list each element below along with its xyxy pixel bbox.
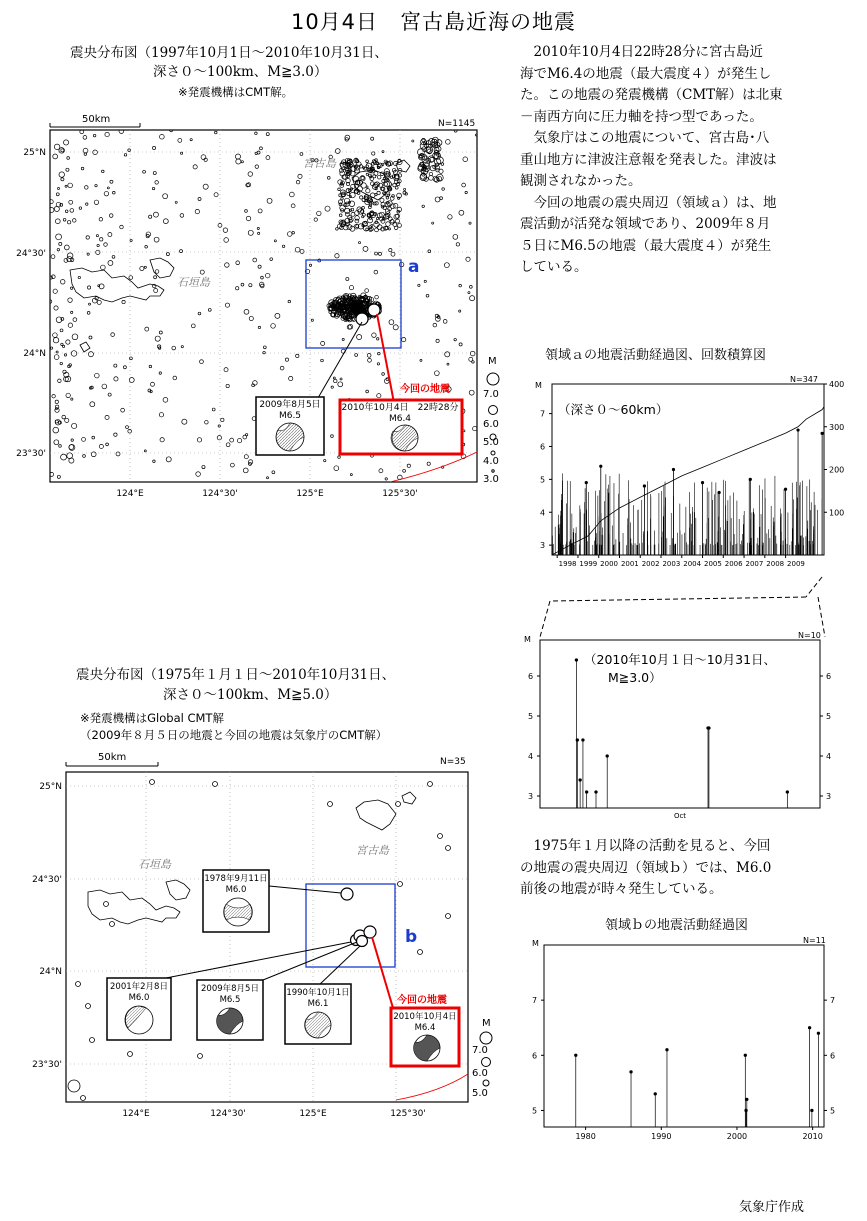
credit: 気象庁作成 xyxy=(739,1200,805,1215)
chart-b-event-point[interactable] xyxy=(811,1109,814,1112)
chart-b-ytick-label-right: 7 xyxy=(830,996,836,1006)
map1-mag-7: 7.0 xyxy=(483,389,499,400)
map1-mech-2009-beachball xyxy=(276,423,304,451)
chart-a-y2tick-label: 200 xyxy=(829,465,845,475)
map2-scale-label: 50km xyxy=(98,752,127,763)
chart-a-ytick-label: 5 xyxy=(540,475,546,485)
chart-b-ytick-label-right: 6 xyxy=(830,1051,836,1061)
chart-a-event-point[interactable] xyxy=(599,465,602,468)
map2-mag-legend-title: M xyxy=(482,1018,491,1029)
map1-epicenter-2010[interactable] xyxy=(368,304,380,316)
chart-a-event-point[interactable] xyxy=(718,491,721,494)
chart-a2-count: N=10 xyxy=(798,632,821,640)
chart-a-annotation: （深さ０～60km） xyxy=(558,402,669,417)
chart-a-xtick-label: 2002 xyxy=(641,560,660,568)
map1-epicenter-2009[interactable] xyxy=(356,313,368,325)
chart-b-event-point[interactable] xyxy=(666,1048,669,1051)
chart-a-event-point[interactable] xyxy=(749,478,752,481)
p3-line2: 震活動が活発な領域であり、2009年８月 xyxy=(520,216,771,232)
chart-a-xtick-label: 2003 xyxy=(662,560,681,568)
chart-a-ytick-label: 4 xyxy=(540,508,546,518)
map2-lon-125: 125°E xyxy=(299,1109,327,1119)
chart-a2-ylabel: M xyxy=(524,635,531,644)
chart-a[interactable] xyxy=(520,372,860,578)
chart-a-y2tick-label: 400 xyxy=(829,380,845,389)
map1-scale-label: 50km xyxy=(82,114,111,125)
p4-line2: の地震の震央周辺（領域ｂ）では、M6.0 xyxy=(520,859,772,876)
map2-mech-2009-beachball xyxy=(217,1008,243,1034)
map2-note-line1: ※発震機構はGlobal CMT解 xyxy=(80,711,224,725)
chart-b-ytick-label: 5 xyxy=(532,1106,538,1116)
chart-a-ytick-label: 3 xyxy=(540,541,546,551)
chart-a-xtick-label: 2008 xyxy=(766,560,785,568)
map2-mech-2009-mag: M6.5 xyxy=(219,995,241,1005)
p3-line4: している。 xyxy=(520,259,588,275)
p1-line4: －南西方向に圧力軸を持つ型であった。 xyxy=(520,108,763,125)
chart-a-event-point[interactable] xyxy=(821,432,824,435)
chart-a-y2tick-label: 300 xyxy=(829,422,845,432)
chart-a2-ytick-label: 4 xyxy=(528,752,534,761)
map2-epicenter-1990[interactable] xyxy=(357,936,368,947)
map1-count: N=1145 xyxy=(438,119,476,129)
map2-island-miyako: 宮古島 xyxy=(356,844,389,857)
chart-a2-ytick-label: 3 xyxy=(528,792,534,801)
map2-mech-1978-mag: M6.0 xyxy=(225,885,247,895)
chart-a-event-point[interactable] xyxy=(797,429,800,432)
map2-epicenter-2010[interactable] xyxy=(364,926,376,938)
map1-region-a-label: a xyxy=(408,257,420,277)
chart-a-caption: 領域ａの地震活動経過図、回数積算図 xyxy=(545,348,767,363)
chart-a2-event-point[interactable] xyxy=(606,755,609,758)
chart-a-event-point[interactable] xyxy=(672,468,675,471)
map2-epicenter-map[interactable] xyxy=(0,744,510,1134)
map1-lon-124: 124°E xyxy=(116,489,144,499)
chart-a-xtick-label: 2006 xyxy=(724,560,743,568)
chart-a-event-point[interactable] xyxy=(643,485,646,488)
map2-mech-1978-date: 1978年9月11日 xyxy=(204,874,268,884)
chart-a-xtick-label: 2001 xyxy=(620,560,639,568)
p4-line1: 1975年１月以降の活動を見ると、今回 xyxy=(520,838,771,854)
chart-a2-annotation-2: M≧3.0） xyxy=(608,670,662,685)
map2-mag-6: 6.0 xyxy=(472,1068,488,1079)
map2-note-line2: （2009年８月５日の地震と今回の地震は気象庁のCMT解） xyxy=(80,728,388,742)
description-paragraph-1 xyxy=(520,42,783,279)
map2-mech-1990-mag: M6.1 xyxy=(307,999,329,1009)
map1-mech-2010-mag: M6.4 xyxy=(388,414,412,424)
chart-a-ytick-label: 7 xyxy=(540,409,546,419)
p2-line2: 重山地方に津波注意報を発表した。津波は xyxy=(520,151,777,168)
map1-note: ※発震機構はCMT解。 xyxy=(178,85,294,99)
p2-line1: 気象庁はこの地震について、宮古島･八 xyxy=(520,130,770,146)
map1-mag-5: 5.0 xyxy=(483,437,499,448)
map2-lat-25: 25°N xyxy=(39,782,62,792)
chart-b-xtick-label: 2010 xyxy=(802,1132,823,1141)
map2-lon-12530: 125°30' xyxy=(390,1109,426,1119)
map2-mech-2001-date: 2001年2月8日 xyxy=(110,982,168,992)
map1-epicenter-map[interactable] xyxy=(0,100,510,505)
map2-mech-2009-date: 2009年8月5日 xyxy=(201,984,259,994)
p2-line3: 観測されなかった。 xyxy=(520,173,642,189)
map2-mech-2010-mag: M6.4 xyxy=(414,1023,436,1033)
map2-lon-12430: 124°30' xyxy=(210,1109,246,1119)
chart-a2-event-point[interactable] xyxy=(579,779,582,782)
map2-lat-2430: 24°30' xyxy=(32,875,62,885)
map1-mag-3: 3.0 xyxy=(483,474,499,485)
chart-a-xtick-label: 2000 xyxy=(600,560,619,568)
chart-a-xtick-label: 2005 xyxy=(704,560,722,568)
chart-b-event-point[interactable] xyxy=(744,1054,747,1057)
chart-a2-ytick-label: 5 xyxy=(528,712,534,721)
chart-a-event-point[interactable] xyxy=(585,481,588,484)
map2-region-b-label: b xyxy=(405,927,418,947)
map2-lon-124: 124°E xyxy=(122,1109,150,1119)
chart-a2-ytick-label-right: 3 xyxy=(826,792,832,801)
description-paragraph-4 xyxy=(520,836,771,901)
map2-mech-2001-beachball xyxy=(125,1006,153,1034)
chart-a2[interactable] xyxy=(520,632,860,822)
chart-b-count: N=11 xyxy=(803,936,826,945)
map2-mech-2010-beachball xyxy=(414,1035,440,1061)
map1-lon-12530: 125°30' xyxy=(382,489,418,499)
chart-b-event-point[interactable] xyxy=(746,1098,749,1101)
map2-island-ishigaki: 石垣島 xyxy=(138,858,171,871)
chart-a2-event-point[interactable] xyxy=(595,791,598,794)
map1-island-miyako: 宮古島 xyxy=(303,157,336,170)
p1-line1: 2010年10月4日22時28分に宮古島近 xyxy=(520,44,763,60)
chart-a-ytick-label: 6 xyxy=(540,442,546,452)
map2-lat-24: 24°N xyxy=(39,967,62,977)
chart-a-xtick-label: 2007 xyxy=(745,560,764,568)
chart-b-event-point[interactable] xyxy=(817,1032,820,1035)
chart-a2-event-point[interactable] xyxy=(786,791,789,794)
chart-b-frame xyxy=(544,945,824,1127)
chart-a2-ytick-label: 6 xyxy=(528,672,534,681)
chart-a-xtick-label: 1999 xyxy=(579,560,598,568)
map1-mech-2010-date: 2010年10月4日 22時28分 xyxy=(341,403,459,413)
chart-b-event-point[interactable] xyxy=(808,1026,811,1029)
chart-b-caption: 領域ｂの地震活動経過図 xyxy=(605,918,749,933)
chart-b[interactable] xyxy=(520,934,860,1144)
map1-caption-line1: 震央分布図（1997年10月1日～2010年10月31日、 xyxy=(70,45,388,61)
map1-lat-2430: 24°30' xyxy=(16,249,46,259)
map1-current-label: 今回の地震 xyxy=(400,384,450,395)
chart-b-xtick-label: 2000 xyxy=(726,1132,748,1141)
map2-mech-2001-mag: M6.0 xyxy=(128,993,150,1003)
chart-b-ytick-label-right: 5 xyxy=(830,1106,836,1116)
chart-a-xtick-label: 2009 xyxy=(787,560,805,568)
map2-caption-line1: 震央分布図（1975年１月１日～2010年10月31日、 xyxy=(76,667,396,683)
chart-a-ylabel: M xyxy=(535,381,542,390)
chart-b-event-point[interactable] xyxy=(574,1054,577,1057)
map1-lat-25: 25°N xyxy=(23,148,46,158)
p3-line1: 今回の地震の震央周辺（領域ａ）は、地 xyxy=(520,194,777,211)
p3-line3: ５日にM6.5の地震（最大震度４）が発生 xyxy=(520,237,772,254)
map1-lat-2330: 23°30' xyxy=(16,449,46,459)
chart-b-event-point[interactable] xyxy=(654,1093,657,1096)
chart-a2-ytick-label-right: 6 xyxy=(826,672,832,681)
map2-caption-line2: 深さ０～100km、M≧5.0） xyxy=(163,687,338,703)
map1-caption-line2: 深さ０～100km、M≧3.0） xyxy=(153,64,328,80)
map2-epicenter-1978[interactable] xyxy=(341,888,353,900)
chart-b-ylabel: M xyxy=(532,939,539,948)
p4-line3: 前後の地震が時々発生している。 xyxy=(520,881,723,897)
map1-lat-24: 24°N xyxy=(23,349,46,359)
chart-a2-event-point[interactable] xyxy=(708,727,711,730)
chart-a2-xtick-label: Oct xyxy=(673,812,687,820)
chart-a-xtick-label: 1998 xyxy=(558,560,577,568)
map2-current-label: 今回の地震 xyxy=(397,995,447,1006)
page-title: 10月4日 宮古島近海の地震 xyxy=(290,10,577,34)
p1-line2: 海でM6.4の地震（最大震度４）が発生し xyxy=(520,65,772,82)
chart-a2-ytick-label-right: 5 xyxy=(826,712,832,721)
map1-lon-12430: 124°30' xyxy=(202,489,238,499)
map1-mag-4: 4.0 xyxy=(483,456,499,467)
chart-b-xtick-label: 1990 xyxy=(651,1132,672,1141)
chart-a2-event-point[interactable] xyxy=(575,659,578,662)
chart-a-xtick-label: 2004 xyxy=(683,560,702,568)
chart-a2-event-point[interactable] xyxy=(582,739,585,742)
map1-lon-125: 125°E xyxy=(296,489,324,499)
chart-a2-annotation-1: （2010年10月１日～10月31日、 xyxy=(584,652,777,667)
map2-count: N=35 xyxy=(440,757,466,767)
chart-a2-event-point[interactable] xyxy=(585,791,588,794)
map2-mag-7: 7.0 xyxy=(472,1045,488,1056)
chart-b-event-point[interactable] xyxy=(630,1071,633,1074)
map2-mech-1990-beachball xyxy=(305,1012,331,1038)
map1-mag-6: 6.0 xyxy=(483,419,499,430)
p1-line3: た。この地震の発震機構（CMT解）は北東 xyxy=(520,87,783,103)
map2-lat-2330: 23°30' xyxy=(32,1060,62,1070)
map2-mag-5: 5.0 xyxy=(472,1088,488,1099)
map1-mag-legend-title: M xyxy=(488,356,497,367)
chart-a-event-point[interactable] xyxy=(784,488,787,491)
map2-mech-2010-date: 2010年10月4日 xyxy=(393,1012,457,1022)
chart-a-event-point[interactable] xyxy=(701,481,704,484)
chart-a2-ytick-label-right: 4 xyxy=(826,752,832,761)
map1-mech-2009-date: 2009年8月5日 xyxy=(259,400,321,410)
chart-b-xtick-label: 1980 xyxy=(575,1132,596,1141)
map2-mech-1978-beachball xyxy=(223,898,252,926)
map1-island-ishigaki: 石垣島 xyxy=(177,276,210,289)
chart-b-ytick-label: 6 xyxy=(532,1051,538,1061)
chart-a-count: N=347 xyxy=(790,375,818,384)
map2-mech-1990-date: 1990年10月1日 xyxy=(286,988,350,998)
map1-mech-2009-mag: M6.5 xyxy=(278,411,302,421)
chart-a-y2tick-label: 100 xyxy=(829,508,845,518)
chart-a2-event-point[interactable] xyxy=(576,739,579,742)
chart-b-ytick-label: 7 xyxy=(532,996,538,1006)
